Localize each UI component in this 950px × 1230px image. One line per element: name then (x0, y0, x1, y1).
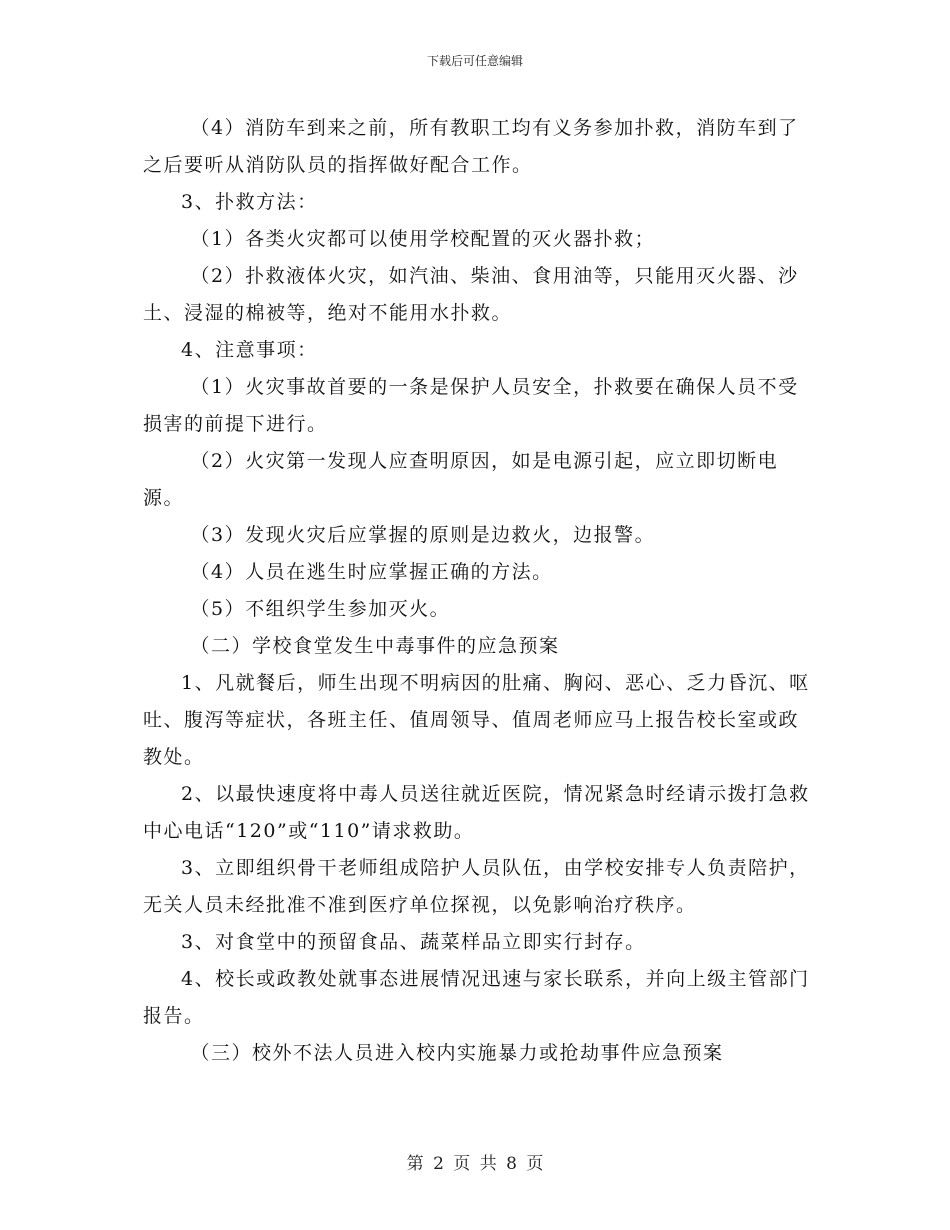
paragraph: （2）扑救液体火灾，如汽油、柴油、食用油等，只能用灭火器、沙土、浸湿的棉被等，绝对不能用水扑救。 (143, 265, 799, 324)
paragraph: 4、校长或政教处就事态进展情况迅速与家长联系，并向上级主管部门报告。 (143, 968, 810, 1027)
paragraph: 3、立即组织骨干老师组成陪护人员队伍，由学校安排专人负责陪护，无关人员未经批准不准到医疗单位探视，以免影响治疗秩序。 (143, 857, 810, 916)
paragraph: 3、对食堂中的预留食品、蔬菜样品立即实行封存。 (181, 931, 646, 953)
paragraph: （1）火灾事故首要的一条是保护人员安全，扑救要在确保人员不受损害的前提下进行。 (143, 376, 799, 435)
paragraph: 2、以最快速度将中毒人员送往就近医院，情况紧急时经请示拨打急救中心电话“120”或“110”请求救助。 (143, 783, 810, 842)
paragraph: （4）人员在逃生时应掌握正确的方法。 (190, 561, 553, 583)
paragraph: （4）消防车到来之前，所有教职工均有义务参加扑救，消防车到了之后要听从消防队员的指挥做好配合工作。 (143, 117, 799, 176)
paragraph: 1、凡就餐后，师生出现不明病因的肚痛、胸闷、恶心、乏力昏沉、呕吐、腹泻等症状，各班主任、值周领导、值周老师应马上报告校长室或政教处。 (143, 672, 810, 768)
paragraph: （5）不组织学生参加灭火。 (190, 598, 451, 620)
section-heading: （三）校外不法人员进入校内实施暴力或抢劫事件应急预案 (190, 1042, 724, 1064)
section-heading: （二）学校食堂发生中毒事件的应急预案 (190, 635, 560, 657)
paragraph: （3）发现火灾后应掌握的原则是边救火，边报警。 (190, 524, 656, 546)
paragraph: （1）各类火灾都可以使用学校配置的灭火器扑救； (190, 228, 656, 250)
page-header: 下载后可任意编辑 (426, 54, 523, 68)
paragraph: （2）火灾第一发现人应查明原因，如是电源引起，应立即切断电源。 (143, 450, 779, 509)
paragraph: 4、注意事项： (181, 339, 318, 361)
paragraph: 3、扑救方法： (181, 191, 318, 213)
document-body (143, 110, 815, 1072)
page-footer: 第 2 页 共 8 页 (406, 1154, 544, 1174)
